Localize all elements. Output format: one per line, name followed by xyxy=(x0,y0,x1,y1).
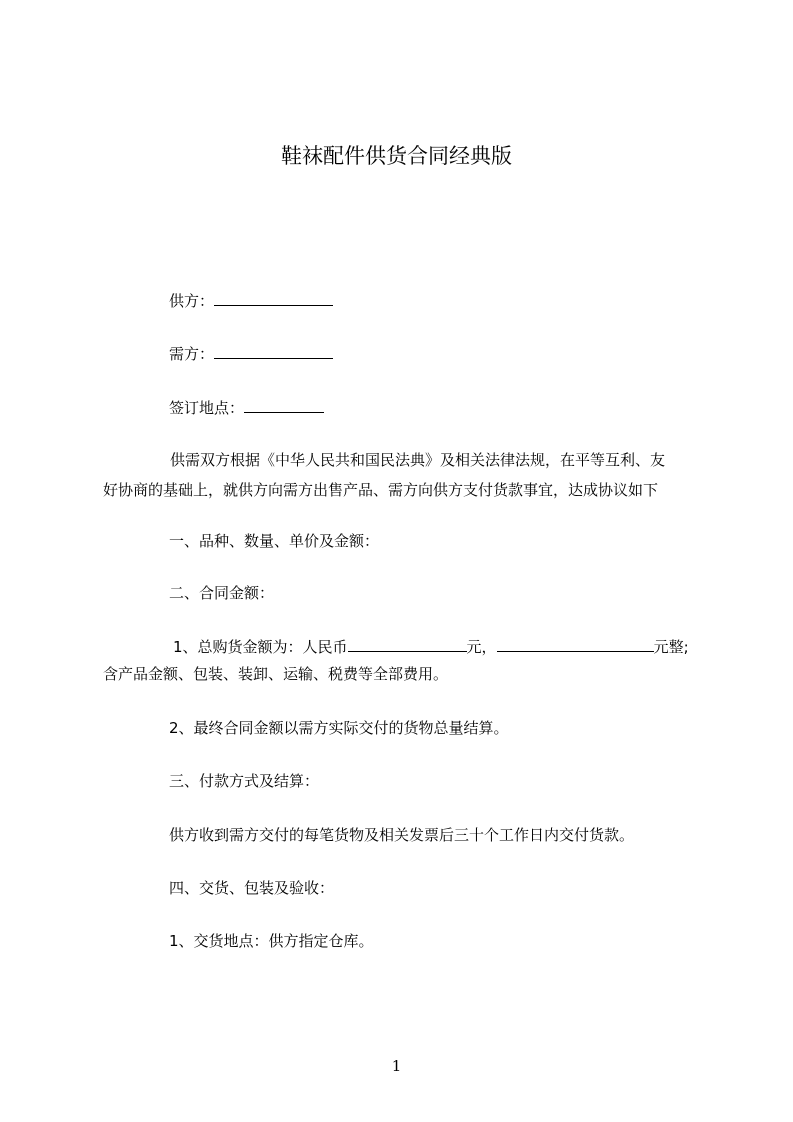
total-amount-prefix: 1、总购货金额为：人民币 xyxy=(173,638,348,656)
buyer-line xyxy=(169,343,333,365)
total-amount-mid: 元， xyxy=(466,638,497,656)
signing-place-label: 签订地点： xyxy=(169,399,245,417)
document-title: 鞋袜配件供货合同经典版 xyxy=(281,144,512,168)
buyer-label: 需方： xyxy=(169,345,215,363)
payment-clause: 供方收到需方交付的每笔货物及相关发票后三十个工作日内交付货款。 xyxy=(169,826,635,844)
buyer-blank[interactable] xyxy=(214,343,333,359)
amount-words-blank[interactable] xyxy=(497,636,654,652)
delivery-place-clause: 1、交货地点：供方指定仓库。 xyxy=(169,932,374,950)
section-3-heading: 三、付款方式及结算： xyxy=(169,772,320,790)
section-4-heading: 四、交货、包装及验收： xyxy=(169,879,335,897)
total-amount-line xyxy=(173,636,689,658)
signing-place-blank[interactable] xyxy=(244,397,324,413)
supplier-blank[interactable] xyxy=(214,290,333,306)
section-2-heading: 二、合同金额： xyxy=(169,584,275,602)
total-amount-suffix: 元整; xyxy=(653,638,689,656)
supplier-label: 供方： xyxy=(169,292,215,310)
intro-paragraph xyxy=(103,445,707,505)
section-1-heading: 一、品种、数量、单价及金额： xyxy=(169,532,380,550)
page-number: 1 xyxy=(391,1057,402,1075)
amount-number-blank[interactable] xyxy=(348,636,467,652)
intro-line-2: 好协商的基础上，就供方向需方出售产品、需方向供方支付货款事宜，达成协议如下 xyxy=(103,481,659,499)
intro-line-1: 供需双方根据《中华人民共和国民法典》及相关法律法规，在平等互利、友 xyxy=(170,451,666,469)
total-amount-note: 含产品金额、包装、装卸、运输、税费等全部费用。 xyxy=(103,665,449,683)
signing-place-line xyxy=(169,397,324,419)
final-amount-clause: 2、最终合同金额以需方实际交付的货物总量结算。 xyxy=(169,719,509,737)
supplier-line xyxy=(169,290,333,312)
